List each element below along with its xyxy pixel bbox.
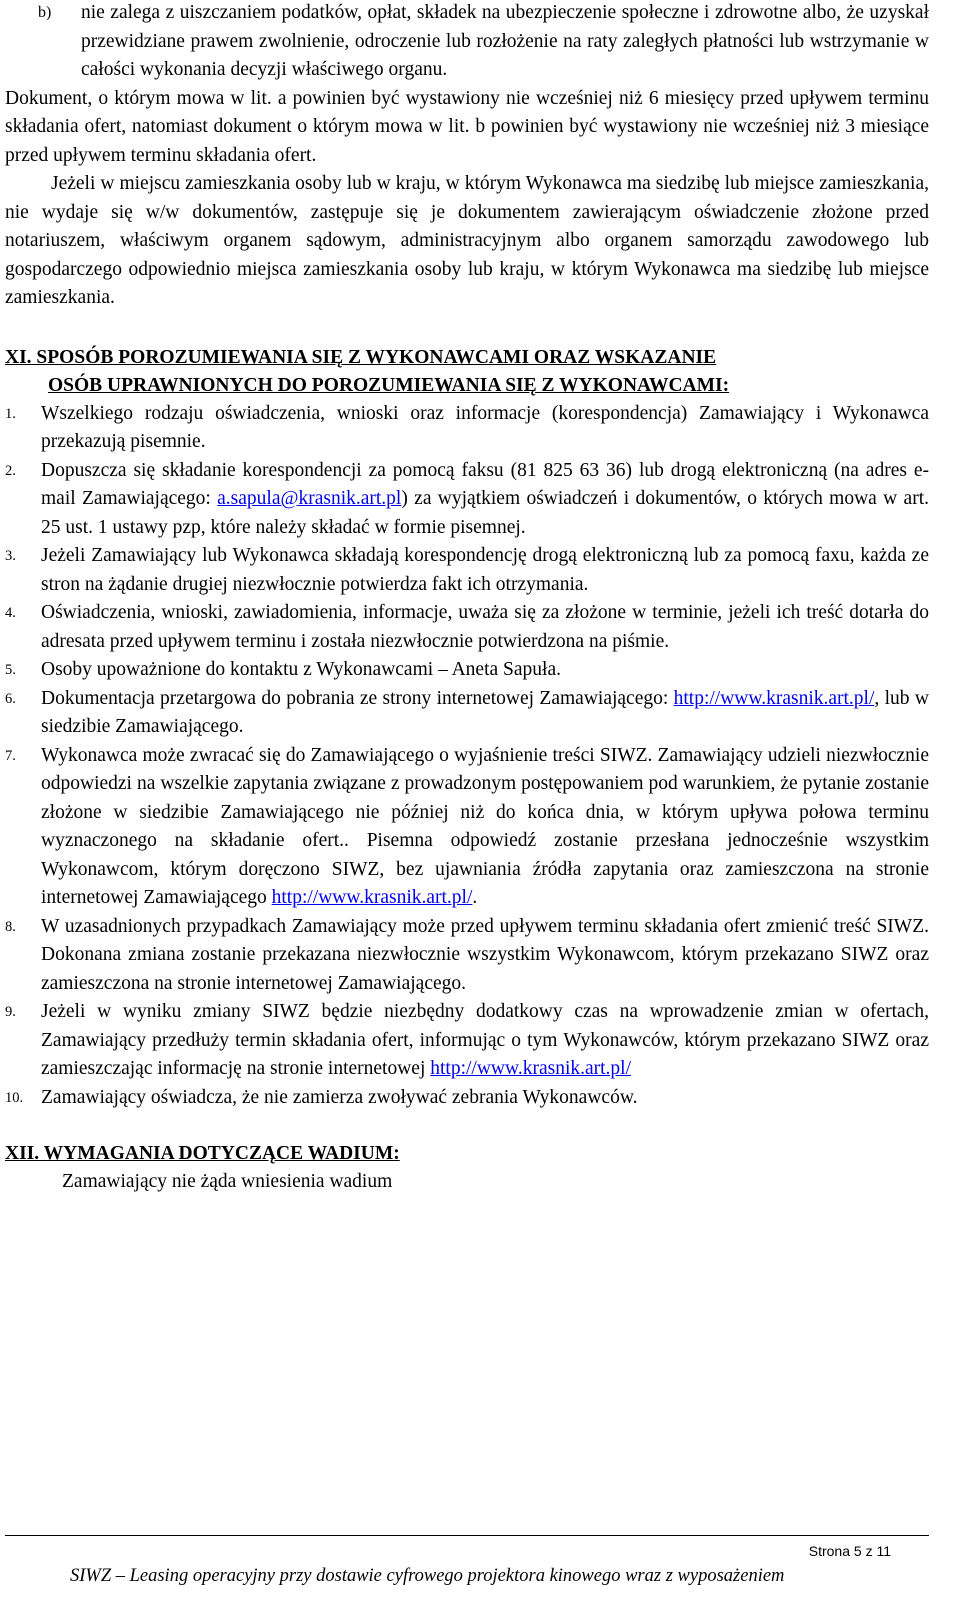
list-item-text bbox=[41, 742, 929, 913]
list-item-text: nie zalega z uiszczaniem podatków, opłat, składek na ubezpieczenie społeczne i zdrowotne albo, że uzyskał przewidziane prawem zwolnienie, odroczenie lub rozłożenie na raty zaległych płatności lub wstrzymanie w całości wykonania decyzji właściwego organu. bbox=[81, 2, 929, 80]
list-item bbox=[5, 599, 929, 656]
list-item-text-part: Dokumentacja przetargowa do pobrania ze strony internetowej Zamawiającego: bbox=[41, 687, 674, 709]
email-link[interactable]: a.sapula@krasnik.art.pl bbox=[217, 488, 402, 509]
paragraph-foreign-documents: Jeżeli w miejscu zamieszkania osoby lub w kraju, w którym Wykonawca ma siedzibę lub miejsce zamieszkania, nie wydaje się w/w dokumentów, zastępuje się je dokumentem zawierającym oświadczenie złożone przed notariuszem, właściwym organem sądowym, administracyjnym albo organem samorządu zawodowego lub gospodarczego odpowiednio miejsca zamieszkania osoby lub kraju, w którym Wykonawca ma siedzibę lub miejsce zamieszkania. bbox=[5, 173, 929, 308]
list-item-text: Osoby upoważnione do kontaktu z Wykonawcami – Aneta Sapuła. bbox=[41, 659, 561, 680]
list-item-text: Wszelkiego rodzaju oświadczenia, wnioski oraz informacje (korespondencja) Zamawiający i Wykonawca przekazują pisemnie. bbox=[41, 402, 929, 452]
list-item-number: 9. bbox=[5, 1004, 16, 1020]
list-item-number: 3. bbox=[5, 548, 16, 564]
list-item bbox=[5, 742, 929, 913]
list-item bbox=[5, 542, 929, 599]
list-item bbox=[5, 457, 929, 543]
list-item bbox=[5, 400, 929, 457]
list-item-number: 10. bbox=[5, 1089, 24, 1106]
list-item-text-part: , lub w siedzibie Zamawiającego. bbox=[41, 687, 929, 737]
list-item-text: W uzasadnionych przypadkach Zamawiający może przed upływem terminu składania ofert zmienić treść SIWZ. Dokonana zmiana zostanie przekazana niezwłocznie wszystkim Wykonawcom, którym przekazano SIWZ oraz zamieszczona na stronie internetowej Zamawiającego. bbox=[41, 915, 929, 994]
website-link[interactable]: http://www.krasnik.art.pl/ bbox=[430, 1058, 632, 1079]
list-item-number: 8. bbox=[5, 918, 16, 935]
list-item-text: Oświadczenia, wnioski, zawiadomienia, informacje, uważa się za złożone w terminie, jeżeli ich treść dotarła do adresata przed upływem terminu i została niezwłocznie potwierdzona na piśmie. bbox=[41, 602, 929, 652]
paragraph-document-dates: Dokument, o którym mowa w lit. a powinien być wystawiony nie wcześniej niż 6 miesięcy przed upływem terminu składania ofert, natomiast dokument o którym mowa w lit. b powinien być wystawiony nie wcześniej niż 3 miesiące przed upływem terminu składania ofert. bbox=[5, 87, 929, 166]
page-number: Strona 5 z 11 bbox=[808, 1543, 891, 1559]
list-item-number: 2. bbox=[5, 462, 16, 479]
list-item-label: b) bbox=[38, 4, 52, 21]
list-item-text-part: Jeżeli w wyniku zmiany SIWZ będzie niezbędny dodatkowy czas na wprowadzenie zmian w ofertach, Zamawiający przedłuży termin składania ofert, informując o tym Wykonawców, którym przekazano SIWZ oraz zamieszczając informację na stronie internetowej bbox=[41, 1001, 929, 1079]
list-item-text bbox=[41, 998, 929, 1084]
list-item-number: 4. bbox=[5, 605, 16, 621]
section-xi-heading-line2: OSÓB UPRAWNIONYCH DO POROZUMIEWANIA SIĘ Z WYKONAWCAMI: bbox=[48, 374, 730, 396]
section-xi-heading bbox=[5, 344, 929, 400]
list-item-number: 7. bbox=[5, 747, 16, 764]
list-item-number: 6. bbox=[5, 690, 16, 707]
footer-title: SIWZ – Leasing operacyjny przy dostawie cyfrowego projektora kinowego wraz z wyposażeniem bbox=[70, 1566, 785, 1586]
list-item-text bbox=[41, 457, 929, 543]
list-item bbox=[5, 656, 929, 685]
list-item-text: Jeżeli Zamawiający lub Wykonawca składają korespondencję drogą elektroniczną lub za pomocą faxu, każda ze stron na żądanie drugiej niezwłocznie potwierdza fakt ich otrzymania. bbox=[41, 545, 929, 595]
list-item-number: 5. bbox=[5, 662, 16, 678]
section-xii-heading: XII. WYMAGANIA DOTYCZĄCE WADIUM: bbox=[5, 1143, 400, 1164]
footer-divider bbox=[5, 1535, 929, 1536]
website-link[interactable]: http://www.krasnik.art.pl/ bbox=[673, 687, 875, 709]
list-item-text-part: . bbox=[472, 887, 478, 908]
list-item-text bbox=[41, 685, 929, 742]
document-page bbox=[5, 0, 929, 1196]
list-item-b bbox=[5, 0, 929, 85]
list-item bbox=[5, 685, 929, 742]
list-item-text: Zamawiający oświadcza, że nie zamierza zwoływać zebrania Wykonawców. bbox=[41, 1086, 638, 1108]
list-item-text-part: Wykonawca może zwracać się do Zamawiającego o wyjaśnienie treści SIWZ. Zamawiający udzieli niezwłocznie odpowiedzi na wszelkie zapytania związane z prowadzonym postępowaniem pod warunkiem, że pytanie zostanie złożone w siedzibie Zamawiającego nie później niż do końca dnia, w którym upływa połowa terminu wyznaczonego na składanie ofert.. Pisemna odpowiedź zostanie przesłana jednocześnie wszystkim Wykonawcom, którym doręczono SIWZ, bez ujawniania źródła zapytania oraz zamieszczona na stronie internetowej Zamawiającego bbox=[41, 744, 929, 908]
list-item bbox=[5, 998, 929, 1084]
section-xi-list bbox=[5, 400, 929, 1113]
list-item-text-part: ) za wyjątkiem oświadczeń i dokumentów, o których mowa w art. 25 ust. 1 ustawy pzp, które należy składać w formie pisemnej. bbox=[41, 488, 929, 538]
list-item bbox=[5, 913, 929, 999]
list-item-number: 1. bbox=[5, 405, 16, 422]
section-xii-text: Zamawiający nie żąda wniesienia wadium bbox=[62, 1171, 393, 1192]
list-item bbox=[5, 1084, 929, 1113]
section-xi-heading-line1: XI. SPOSÓB POROZUMIEWANIA SIĘ Z WYKONAWCAMI ORAZ WSKAZANIE bbox=[5, 346, 717, 368]
list-item-text-part: Dopuszcza się składanie korespondencji za pomocą faksu (81 825 63 36) lub drogą elektroniczną (na adres e-mail Zamawiającego: bbox=[41, 459, 929, 509]
website-link[interactable]: http://www.krasnik.art.pl/ bbox=[271, 887, 473, 908]
